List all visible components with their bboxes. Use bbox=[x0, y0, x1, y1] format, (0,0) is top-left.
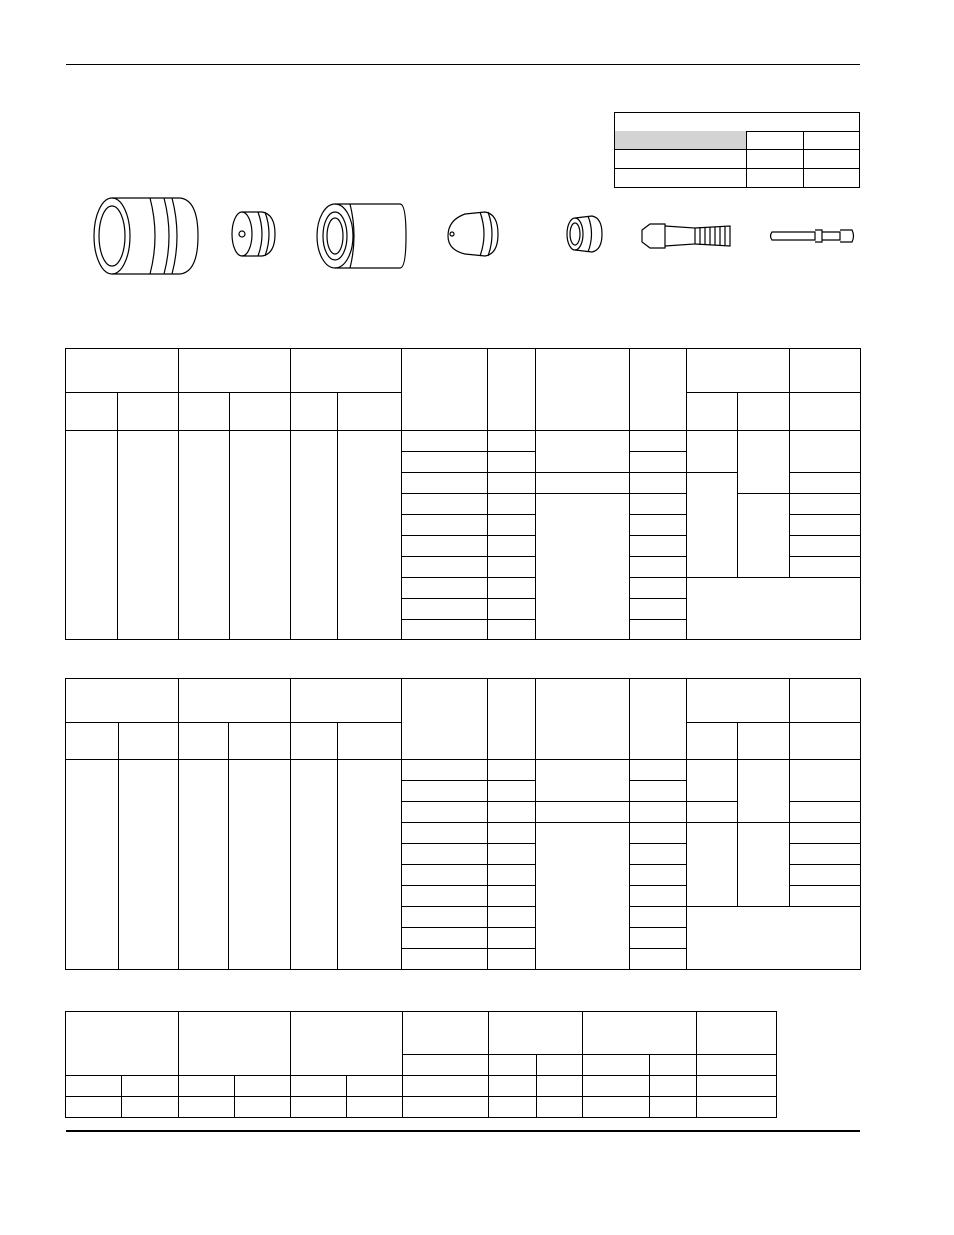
table1-h-tube bbox=[687, 349, 790, 393]
legend-header-col1 bbox=[747, 131, 804, 150]
consumables-table-3 bbox=[65, 1011, 777, 1118]
table-row bbox=[66, 1076, 777, 1097]
table1-h-nozzle-id bbox=[488, 349, 536, 431]
legend-row-1-label bbox=[615, 150, 747, 169]
legend-row-2-label bbox=[615, 169, 747, 187]
nozzle-icon bbox=[448, 212, 498, 256]
table1-h-extra bbox=[790, 349, 861, 393]
table1-h-shieldcap bbox=[179, 349, 291, 393]
table-row bbox=[66, 760, 861, 781]
consumables-table-1 bbox=[65, 348, 861, 640]
footer-rule bbox=[66, 1130, 860, 1132]
legend-row-2-col1 bbox=[747, 169, 804, 187]
shield-part-icon bbox=[94, 198, 198, 274]
legend-header-col2 bbox=[804, 131, 859, 150]
water-tube-icon bbox=[771, 230, 854, 242]
legend-table bbox=[614, 112, 860, 188]
table1-h-swirl bbox=[536, 349, 630, 431]
table3-header-row-1 bbox=[66, 1012, 777, 1055]
legend-row-2-col2 bbox=[804, 169, 859, 187]
electrode-icon bbox=[642, 224, 730, 248]
table-row bbox=[66, 431, 861, 452]
header-rule bbox=[66, 64, 860, 65]
legend-header-shaded bbox=[615, 131, 747, 150]
table1-h-retaining bbox=[291, 349, 402, 393]
shield-cap-icon bbox=[232, 212, 275, 256]
table1-h-nozzle bbox=[402, 349, 488, 431]
swirl-ring-icon bbox=[567, 216, 602, 252]
retaining-cap-icon bbox=[317, 204, 406, 268]
table1-h-electrode bbox=[630, 349, 687, 431]
table1-header-row-1 bbox=[66, 349, 861, 393]
consumable-parts-illustration bbox=[80, 190, 860, 280]
consumables-table-2 bbox=[65, 678, 861, 970]
legend-row-1-col1 bbox=[747, 150, 804, 169]
table2-header-row-1 bbox=[66, 679, 861, 723]
table-row bbox=[66, 1097, 777, 1118]
legend-title-row bbox=[615, 113, 859, 132]
table1-h-shield bbox=[66, 349, 179, 393]
legend-row-1-col2 bbox=[804, 150, 859, 169]
